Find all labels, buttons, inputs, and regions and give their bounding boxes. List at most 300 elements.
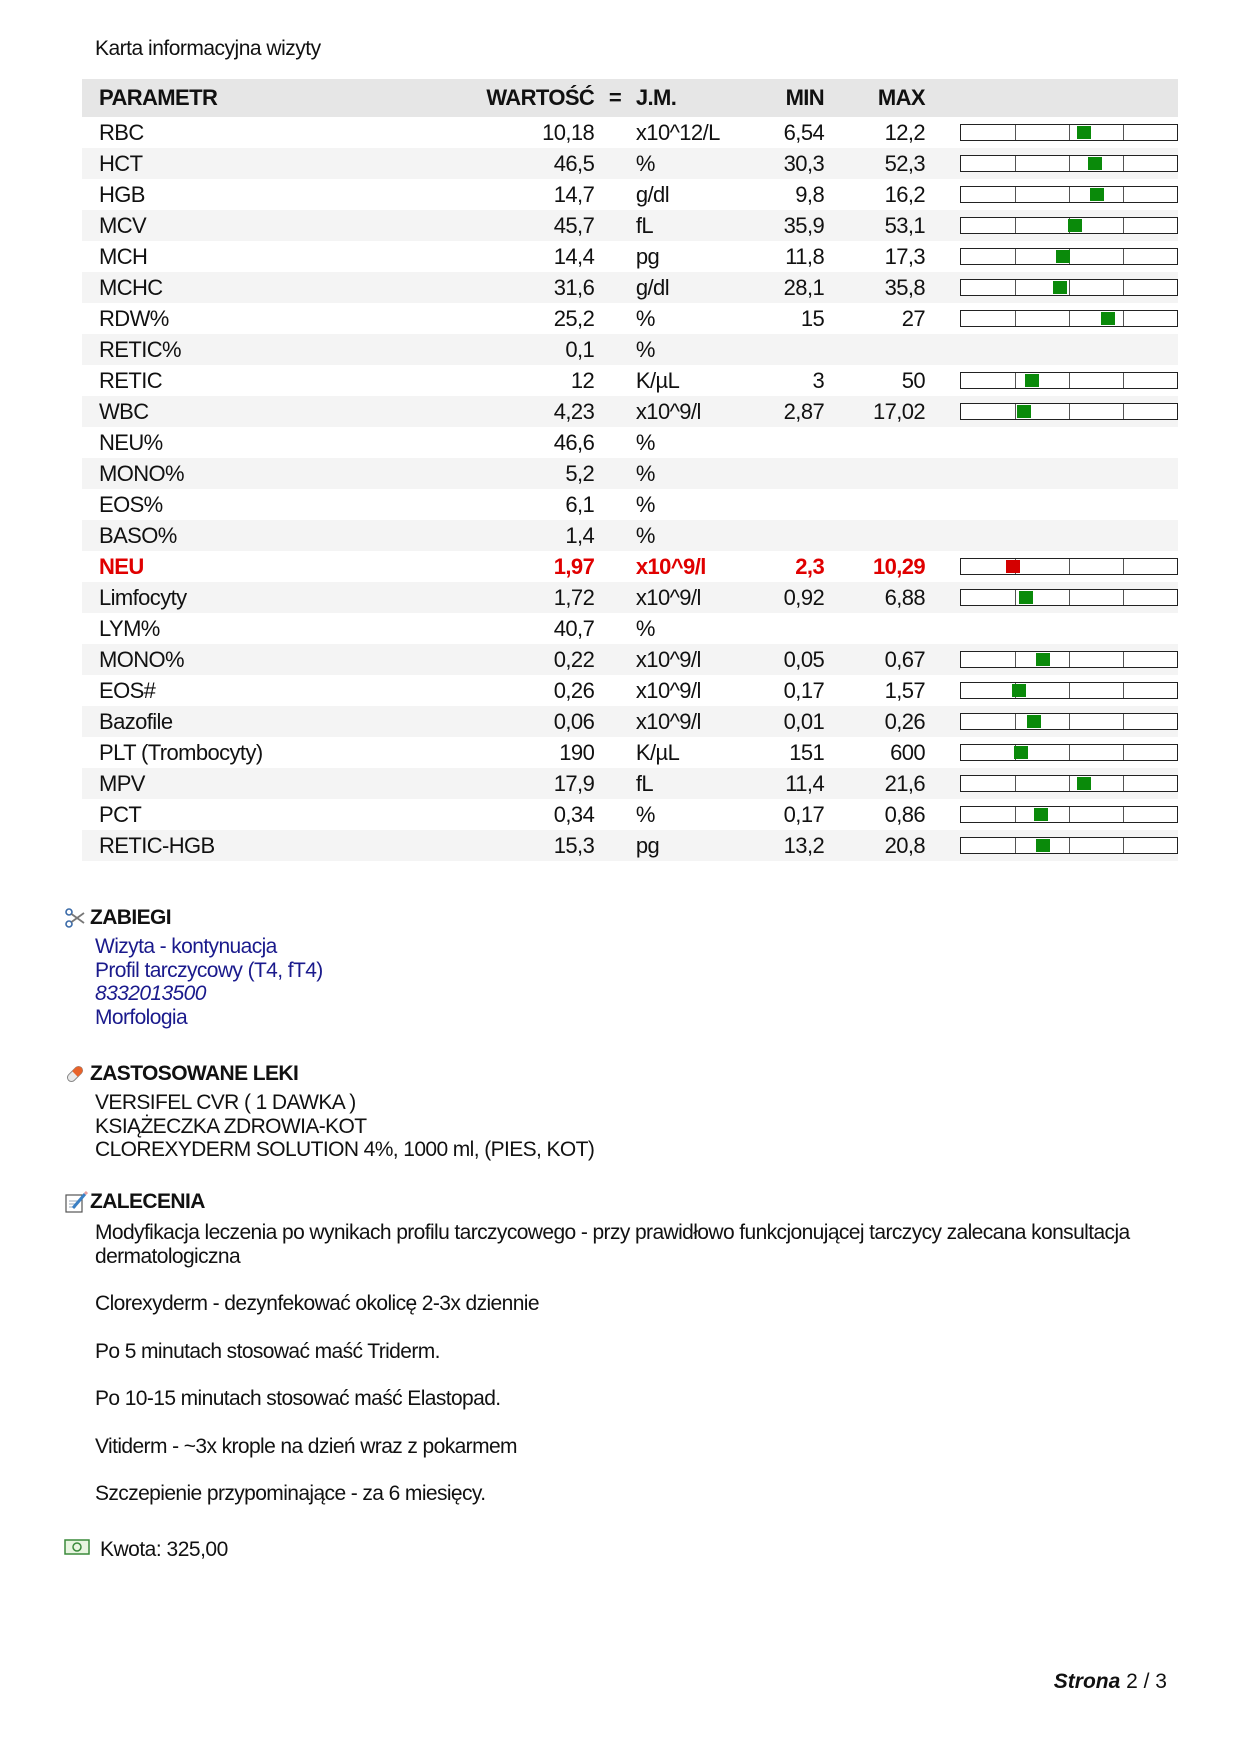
gauge-tick <box>1069 125 1070 140</box>
max-cell: 27 <box>901 305 925 331</box>
gauge-tick <box>1069 807 1070 822</box>
param-cell: MONO% <box>99 460 185 486</box>
value-cell: 1,72 <box>553 584 595 610</box>
table-row <box>82 830 1178 861</box>
gauge-tick <box>1123 838 1124 853</box>
min-cell: 35,9 <box>783 212 825 238</box>
value-cell: 0,26 <box>553 677 595 703</box>
param-cell: LYM% <box>99 615 160 641</box>
min-cell: 11,8 <box>785 243 825 269</box>
price-line <box>64 1538 228 1562</box>
gauge-marker <box>1034 808 1048 821</box>
max-cell: 12,2 <box>884 119 925 145</box>
gauge-tick <box>1123 652 1124 667</box>
equals-cell <box>594 427 636 458</box>
money-icon <box>64 1538 90 1562</box>
medication-item: CLOREXYDERM SOLUTION 4%, 1000 ml, (PIES, KOT) <box>95 1138 595 1161</box>
min-cell: 15 <box>800 305 825 331</box>
gauge-tick <box>1069 652 1070 667</box>
gauge-marker <box>1027 715 1041 728</box>
gauge-marker <box>1019 591 1033 604</box>
unit-cell: % <box>635 522 655 548</box>
range-gauge <box>960 186 1178 203</box>
recommendation-paragraph: Szczepienie przypominające - za 6 miesięcy. <box>95 1482 486 1505</box>
medication-item: VERSIFEL CVR ( 1 DAWKA ) <box>95 1091 356 1114</box>
gauge-marker <box>1036 653 1050 666</box>
value-cell: 5,2 <box>565 460 595 486</box>
gauge-tick <box>1069 559 1070 574</box>
gauge-marker <box>1012 684 1026 697</box>
max-cell <box>824 427 925 458</box>
table-row <box>82 582 1178 613</box>
range-gauge-cell <box>925 737 1178 768</box>
header-max: MAX <box>877 85 925 110</box>
procedure-item: 8332013500 <box>95 982 206 1005</box>
gauge-tick <box>1069 776 1070 791</box>
gauge-tick <box>1069 714 1070 729</box>
max-cell: 20,8 <box>884 832 925 858</box>
equals-cell <box>594 582 636 613</box>
max-cell: 1,57 <box>884 677 925 703</box>
gauge-tick <box>1015 187 1016 202</box>
value-cell: 10,18 <box>542 119 595 145</box>
value-cell: 46,6 <box>553 429 595 455</box>
equals-cell <box>594 179 636 210</box>
gauge-tick <box>1069 311 1070 326</box>
range-gauge-cell <box>925 675 1178 706</box>
gauge-tick <box>1015 218 1016 233</box>
max-cell: 35,8 <box>884 274 925 300</box>
range-gauge-cell <box>925 241 1178 272</box>
max-cell: 0,26 <box>884 708 925 734</box>
range-gauge <box>960 279 1178 296</box>
recommendation-paragraph: Modyfikacja leczenia po wynikach profilu tarczycowego - przy prawidłowo funkcjonującej tarczycy zalecana konsultacja dermatologiczna <box>95 1221 1130 1268</box>
gauge-marker <box>1068 219 1082 232</box>
range-gauge-cell <box>925 613 1178 644</box>
recommendation-paragraph: Po 10-15 minutach stosować maść Elastopad. <box>95 1387 501 1410</box>
equals-cell <box>594 737 636 768</box>
table-row <box>82 768 1178 799</box>
min-cell <box>760 427 824 458</box>
gauge-tick <box>1123 311 1124 326</box>
procedures-title: ZABIEGI <box>90 906 171 929</box>
gauge-tick <box>1069 683 1070 698</box>
range-gauge-cell <box>925 365 1178 396</box>
equals-cell <box>594 613 636 644</box>
range-gauge <box>960 372 1178 389</box>
gauge-tick <box>1123 404 1124 419</box>
param-cell: MCHC <box>99 274 163 300</box>
range-gauge <box>960 248 1178 265</box>
value-cell: 45,7 <box>553 212 595 238</box>
gauge-tick <box>1015 838 1016 853</box>
range-gauge <box>960 217 1178 234</box>
unit-cell: fL <box>635 212 654 238</box>
unit-cell: x10^9/l <box>635 677 701 703</box>
max-cell: 53,1 <box>884 212 925 238</box>
medications-heading <box>64 1062 298 1086</box>
medications-list <box>95 1091 594 1162</box>
max-cell: 6,88 <box>884 584 925 610</box>
recommendations-list <box>95 1221 1145 1530</box>
value-cell: 0,22 <box>553 646 595 672</box>
unit-cell: x10^9/l <box>635 398 701 424</box>
value-cell: 0,06 <box>553 708 595 734</box>
range-gauge-cell <box>925 179 1178 210</box>
equals-cell <box>594 520 636 551</box>
gauge-tick <box>1123 218 1124 233</box>
gauge-marker <box>1017 405 1031 418</box>
range-gauge-cell <box>925 830 1178 861</box>
max-cell: 21,6 <box>884 770 925 796</box>
param-cell: RETIC-HGB <box>99 832 215 858</box>
range-gauge <box>960 124 1178 141</box>
equals-cell <box>594 706 636 737</box>
range-gauge <box>960 558 1178 575</box>
range-gauge <box>960 155 1178 172</box>
equals-cell <box>594 241 636 272</box>
gauge-tick <box>1069 280 1070 295</box>
min-cell: 2,3 <box>795 553 825 579</box>
max-cell: 52,3 <box>884 150 925 176</box>
gauge-tick <box>1123 590 1124 605</box>
param-cell: PLT (Trombocyty) <box>99 739 263 765</box>
gauge-tick <box>1123 683 1124 698</box>
value-cell: 46,5 <box>553 150 595 176</box>
max-cell <box>824 334 925 365</box>
scissors-icon <box>64 907 86 929</box>
header-gauge <box>925 79 1178 117</box>
equals-cell <box>594 644 636 675</box>
range-gauge-cell <box>925 799 1178 830</box>
max-cell <box>824 613 925 644</box>
min-cell <box>760 520 824 551</box>
range-gauge-cell <box>925 272 1178 303</box>
gauge-tick <box>1015 156 1016 171</box>
range-gauge-cell <box>925 396 1178 427</box>
procedure-item: Morfologia <box>95 1005 188 1029</box>
equals-cell <box>594 799 636 830</box>
table-row <box>82 396 1178 427</box>
value-cell: 14,7 <box>553 181 595 207</box>
min-cell: 151 <box>789 739 825 765</box>
range-gauge-cell <box>925 117 1178 148</box>
table-row <box>82 179 1178 210</box>
recommendations-title: ZALECENIA <box>90 1190 205 1213</box>
gauge-marker <box>1101 312 1115 325</box>
page-indicator <box>1054 1670 1167 1694</box>
min-cell: 0,01 <box>783 708 825 734</box>
param-cell: HCT <box>99 150 143 176</box>
table-row <box>82 551 1178 582</box>
table-row <box>82 613 1178 644</box>
medication-item: KSIĄŻECZKA ZDROWIA-KOT <box>95 1114 367 1138</box>
max-cell: 16,2 <box>884 181 925 207</box>
range-gauge <box>960 403 1178 420</box>
param-cell: RDW% <box>99 305 169 331</box>
range-gauge-cell <box>925 706 1178 737</box>
param-cell: PCT <box>99 801 142 827</box>
pill-icon <box>64 1063 86 1085</box>
max-cell: 50 <box>901 367 925 393</box>
document-title: Karta informacyjna wizyty <box>95 37 321 60</box>
min-cell: 2,87 <box>783 398 825 424</box>
header-parameter: PARAMETR <box>99 85 218 110</box>
param-cell: WBC <box>99 398 149 424</box>
equals-cell <box>594 210 636 241</box>
gauge-marker <box>1014 746 1028 759</box>
max-cell <box>824 489 925 520</box>
procedures-list <box>95 935 323 1029</box>
gauge-tick <box>1069 590 1070 605</box>
table-row <box>82 117 1178 148</box>
unit-cell: pg <box>635 243 660 269</box>
unit-cell: x10^9/l <box>635 553 706 579</box>
lab-results-table <box>82 79 1178 861</box>
gauge-tick <box>1015 652 1016 667</box>
min-cell: 3 <box>812 367 825 393</box>
range-gauge <box>960 651 1178 668</box>
range-gauge-cell <box>925 303 1178 334</box>
lab-results-body <box>82 117 1178 861</box>
unit-cell: % <box>635 305 655 331</box>
table-row <box>82 458 1178 489</box>
range-gauge <box>960 775 1178 792</box>
min-cell: 28,1 <box>783 274 825 300</box>
range-gauge-cell <box>925 148 1178 179</box>
max-cell: 600 <box>890 739 925 765</box>
equals-cell <box>594 675 636 706</box>
value-cell: 31,6 <box>553 274 595 300</box>
param-cell: Bazofile <box>99 708 173 734</box>
gauge-tick <box>1123 373 1124 388</box>
param-cell: EOS# <box>99 677 156 703</box>
range-gauge <box>960 713 1178 730</box>
unit-cell: % <box>635 429 655 455</box>
equals-cell <box>594 303 636 334</box>
equals-cell <box>594 334 636 365</box>
table-row <box>82 427 1178 458</box>
unit-cell: % <box>635 460 655 486</box>
param-cell: HGB <box>99 181 145 207</box>
value-cell: 0,1 <box>565 336 595 362</box>
gauge-tick <box>1015 404 1016 419</box>
max-cell: 10,29 <box>872 553 925 579</box>
gauge-tick <box>1069 404 1070 419</box>
gauge-marker <box>1006 560 1020 573</box>
param-cell: EOS% <box>99 491 163 517</box>
value-cell: 1,4 <box>565 522 595 548</box>
max-cell: 17,3 <box>884 243 925 269</box>
gauge-marker <box>1036 839 1050 852</box>
equals-cell <box>594 768 636 799</box>
min-cell: 0,17 <box>783 801 825 827</box>
equals-cell <box>594 272 636 303</box>
min-cell: 0,92 <box>783 584 825 610</box>
unit-cell: g/dl <box>635 181 669 207</box>
equals-cell <box>594 458 636 489</box>
gauge-tick <box>1015 776 1016 791</box>
min-cell <box>760 334 824 365</box>
procedures-heading <box>64 906 171 930</box>
gauge-marker <box>1053 281 1067 294</box>
unit-cell: fL <box>635 770 654 796</box>
page-number: 2 / 3 <box>1126 1670 1167 1693</box>
min-cell: 0,17 <box>783 677 825 703</box>
max-cell <box>824 458 925 489</box>
value-cell: 6,1 <box>565 491 595 517</box>
gauge-tick <box>1015 590 1016 605</box>
value-cell: 1,97 <box>553 553 595 579</box>
gauge-tick <box>1123 156 1124 171</box>
gauge-marker <box>1077 777 1091 790</box>
gauge-tick <box>1069 745 1070 760</box>
value-cell: 25,2 <box>553 305 595 331</box>
range-gauge-cell <box>925 427 1178 458</box>
unit-cell: pg <box>635 832 660 858</box>
unit-cell: K/µL <box>635 739 680 765</box>
value-cell: 15,3 <box>553 832 595 858</box>
param-cell: NEU <box>99 553 144 579</box>
param-cell: MCV <box>99 212 147 238</box>
table-row <box>82 148 1178 179</box>
param-cell: MPV <box>99 770 145 796</box>
gauge-tick <box>1123 776 1124 791</box>
recommendation-paragraph: Vitiderm - ~3x krople na dzień wraz z pokarmem <box>95 1434 517 1458</box>
equals-cell <box>594 489 636 520</box>
range-gauge-cell <box>925 520 1178 551</box>
table-row <box>82 241 1178 272</box>
range-gauge <box>960 682 1178 699</box>
range-gauge-cell <box>925 210 1178 241</box>
param-cell: MONO% <box>99 646 185 672</box>
table-row <box>82 706 1178 737</box>
gauge-marker <box>1090 188 1104 201</box>
max-cell: 0,67 <box>884 646 925 672</box>
unit-cell: x10^9/l <box>635 584 701 610</box>
min-cell <box>760 613 824 644</box>
gauge-tick <box>1123 559 1124 574</box>
value-cell: 40,7 <box>553 615 595 641</box>
range-gauge <box>960 744 1178 761</box>
recommendation-paragraph: Clorexyderm - dezynfekować okolicę 2-3x dziennie <box>95 1292 539 1315</box>
header-equals: = <box>608 85 622 110</box>
min-cell: 9,8 <box>795 181 825 207</box>
param-cell: Limfocyty <box>99 584 187 610</box>
gauge-tick <box>1123 745 1124 760</box>
gauge-marker <box>1077 126 1091 139</box>
range-gauge-cell <box>925 334 1178 365</box>
equals-cell <box>594 551 636 582</box>
gauge-marker <box>1025 374 1039 387</box>
gauge-tick <box>1015 125 1016 140</box>
param-cell: RETIC <box>99 367 163 393</box>
param-cell: BASO% <box>99 522 177 548</box>
gauge-tick <box>1123 249 1124 264</box>
unit-cell: % <box>635 491 655 517</box>
param-cell: NEU% <box>99 429 163 455</box>
unit-cell: x10^9/l <box>635 646 701 672</box>
table-row <box>82 272 1178 303</box>
unit-cell: % <box>635 336 655 362</box>
gauge-tick <box>1069 187 1070 202</box>
value-cell: 190 <box>559 739 595 765</box>
range-gauge <box>960 589 1178 606</box>
unit-cell: x10^9/l <box>635 708 701 734</box>
header-min: MIN <box>785 85 825 110</box>
unit-cell: K/µL <box>635 367 680 393</box>
min-cell: 0,05 <box>783 646 825 672</box>
table-row <box>82 799 1178 830</box>
header-value: WARTOŚĆ <box>486 85 595 110</box>
price-text: Kwota: 325,00 <box>100 1538 228 1561</box>
table-row <box>82 644 1178 675</box>
gauge-tick <box>1069 838 1070 853</box>
value-cell: 14,4 <box>553 243 595 269</box>
gauge-tick <box>1123 714 1124 729</box>
unit-cell: % <box>635 150 655 176</box>
gauge-tick <box>1069 156 1070 171</box>
gauge-tick <box>1015 807 1016 822</box>
table-row <box>82 303 1178 334</box>
table-row <box>82 489 1178 520</box>
equals-cell <box>594 396 636 427</box>
gauge-tick <box>1123 187 1124 202</box>
range-gauge-cell <box>925 489 1178 520</box>
param-cell: MCH <box>99 243 148 269</box>
range-gauge-cell <box>925 458 1178 489</box>
range-gauge-cell <box>925 551 1178 582</box>
table-row <box>82 210 1178 241</box>
unit-cell: % <box>635 615 655 641</box>
range-gauge-cell <box>925 768 1178 799</box>
max-cell: 0,86 <box>884 801 925 827</box>
range-gauge <box>960 310 1178 327</box>
value-cell: 17,9 <box>553 770 595 796</box>
min-cell: 6,54 <box>783 119 825 145</box>
equals-cell <box>594 148 636 179</box>
max-cell: 17,02 <box>872 398 925 424</box>
table-row <box>82 365 1178 396</box>
min-cell <box>760 489 824 520</box>
recommendations-heading <box>64 1190 205 1214</box>
range-gauge-cell <box>925 582 1178 613</box>
gauge-tick <box>1069 373 1070 388</box>
table-row <box>82 675 1178 706</box>
table-row <box>82 737 1178 768</box>
equals-cell <box>594 830 636 861</box>
min-cell: 13,2 <box>783 832 825 858</box>
unit-cell: % <box>635 801 655 827</box>
range-gauge <box>960 806 1178 823</box>
procedure-item: Profil tarczycowy (T4, fT4) <box>95 958 323 982</box>
header-unit: J.M. <box>635 85 677 110</box>
gauge-tick <box>1015 714 1016 729</box>
table-header-row <box>82 79 1178 117</box>
min-cell: 11,4 <box>785 770 825 796</box>
medications-title: ZASTOSOWANE LEKI <box>90 1062 299 1085</box>
gauge-tick <box>1123 125 1124 140</box>
procedure-item: Wizyta - kontynuacja <box>95 935 277 958</box>
gauge-tick <box>1015 249 1016 264</box>
gauge-marker <box>1056 250 1070 263</box>
gauge-tick <box>1015 373 1016 388</box>
param-cell: RETIC% <box>99 336 181 362</box>
unit-cell: x10^12/L <box>635 119 720 145</box>
gauge-tick <box>1123 807 1124 822</box>
table-row <box>82 334 1178 365</box>
min-cell <box>760 458 824 489</box>
